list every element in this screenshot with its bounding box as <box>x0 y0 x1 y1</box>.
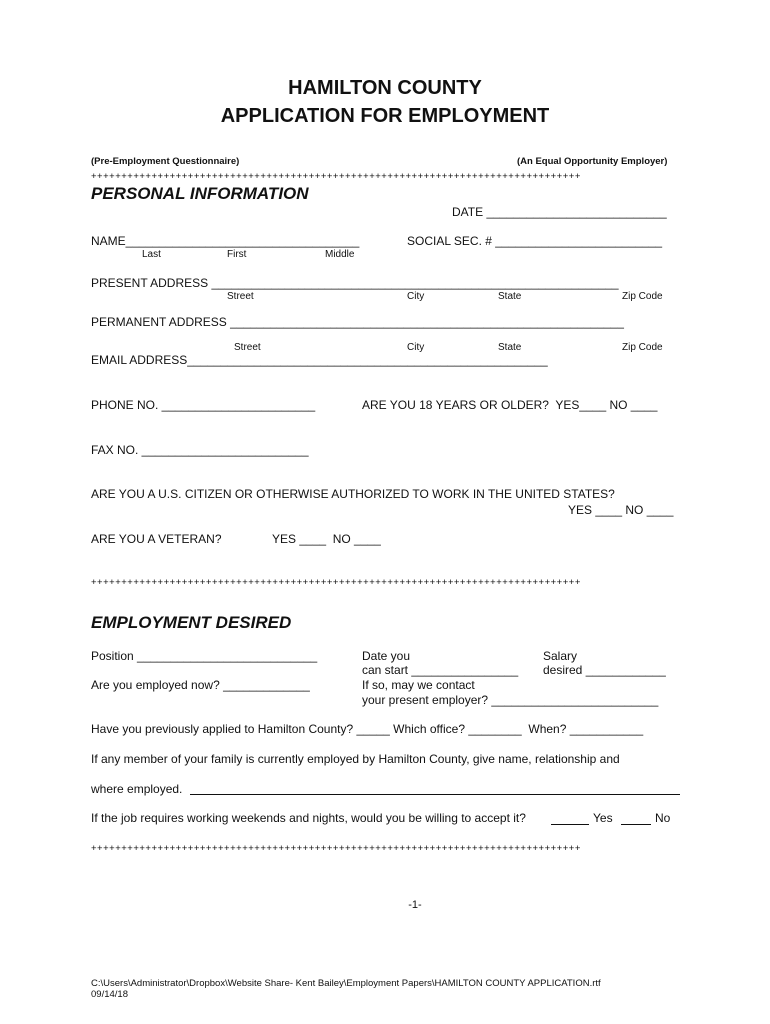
present-address-field[interactable]: PRESENT ADDRESS _____________________________________________________________ <box>91 276 619 290</box>
age-question[interactable]: ARE YOU 18 YEARS OR OLDER? YES____ NO ____ <box>362 398 658 412</box>
name-first-label: First <box>227 249 247 260</box>
veteran-question: ARE YOU A VETERAN? <box>91 532 222 546</box>
weekends-yes-label: Yes <box>593 811 613 825</box>
salary-desired-field[interactable]: desired ____________ <box>543 663 666 677</box>
permanent-zip-label: Zip Code <box>622 342 663 353</box>
present-street-label: Street <box>227 291 254 302</box>
citizen-answer[interactable]: YES ____ NO ____ <box>568 503 674 517</box>
name-field[interactable]: NAME___________________________________ <box>91 234 360 248</box>
salary-label: Salary <box>543 649 578 663</box>
separator-middle: +++++++++++++++++++++++++++++++++++++++++++++++++++++++++++++++++++++++++++++++++ <box>91 577 581 588</box>
date-start-field[interactable]: can start ________________ <box>362 663 519 677</box>
phone-field[interactable]: PHONE NO. _______________________ <box>91 398 316 412</box>
separator-bottom: +++++++++++++++++++++++++++++++++++++++++++++++++++++++++++++++++++++++++++++++++ <box>91 843 581 854</box>
family-employed-question: If any member of your family is currently employed by Hamilton County, give name, relationship and <box>91 752 620 766</box>
date-field[interactable]: DATE ___________________________ <box>452 205 667 219</box>
page-number: -1- <box>408 899 422 911</box>
permanent-city-label: City <box>407 342 425 353</box>
permanent-state-label: State <box>498 342 522 353</box>
name-middle-label: Middle <box>325 249 355 260</box>
separator-top: +++++++++++++++++++++++++++++++++++++++++++++++++++++++++++++++++++++++++++++++++ <box>91 171 581 182</box>
name-last-label: Last <box>142 249 161 260</box>
permanent-address-field[interactable]: PERMANENT ADDRESS ___________________________________________________________ <box>91 315 624 329</box>
contact-employer-field[interactable]: your present employer? _________________________ <box>362 693 659 707</box>
present-city-label: City <box>407 291 425 302</box>
weekends-no-label: No <box>655 811 671 825</box>
citizen-question: ARE YOU A U.S. CITIZEN OR OTHERWISE AUTHORIZED TO WORK IN THE UNITED STATES? <box>91 487 615 501</box>
file-date: 09/14/18 <box>91 989 128 1000</box>
position-field[interactable]: Position ___________________________ <box>91 649 318 663</box>
where-employed-label: where employed. <box>91 782 183 796</box>
contact-employer-label: If so, may we contact <box>362 678 475 692</box>
file-path: C:\Users\Administrator\Dropbox\Website Share- Kent Bailey\Employment Papers\HAMILTON COUNTY APPLICATION.rtf <box>91 978 601 989</box>
fax-field[interactable]: FAX NO. _________________________ <box>91 443 309 457</box>
employed-now-field[interactable]: Are you employed now? _____________ <box>91 678 310 692</box>
present-state-label: State <box>498 291 522 302</box>
where-employed-line[interactable] <box>190 794 680 795</box>
weekends-question: If the job requires working weekends and nights, would you be willing to accept it? <box>91 811 526 825</box>
present-zip-label: Zip Code <box>622 291 663 302</box>
permanent-street-label: Street <box>234 342 261 353</box>
ssn-field[interactable]: SOCIAL SEC. # _________________________ <box>407 234 663 248</box>
personal-information-heading: PERSONAL INFORMATION <box>91 184 309 203</box>
weekends-no-line[interactable] <box>621 824 651 825</box>
page-title-line2: APPLICATION FOR EMPLOYMENT <box>220 105 550 127</box>
pre-employment-note: (Pre-Employment Questionnaire) <box>91 156 240 167</box>
equal-opportunity-note: (An Equal Opportunity Employer) <box>517 156 668 167</box>
weekends-yes-line[interactable] <box>551 824 589 825</box>
email-address-field[interactable]: EMAIL ADDRESS______________________________________________________ <box>91 353 548 367</box>
previously-applied-question[interactable]: Have you previously applied to Hamilton County? _____ Which office? ________ When? ___________ <box>91 722 644 736</box>
employment-desired-heading: EMPLOYMENT DESIRED <box>91 613 292 632</box>
page-title-line1: HAMILTON COUNTY <box>288 77 482 99</box>
veteran-answer[interactable]: YES ____ NO ____ <box>272 532 381 546</box>
date-start-label: Date you <box>362 649 411 663</box>
